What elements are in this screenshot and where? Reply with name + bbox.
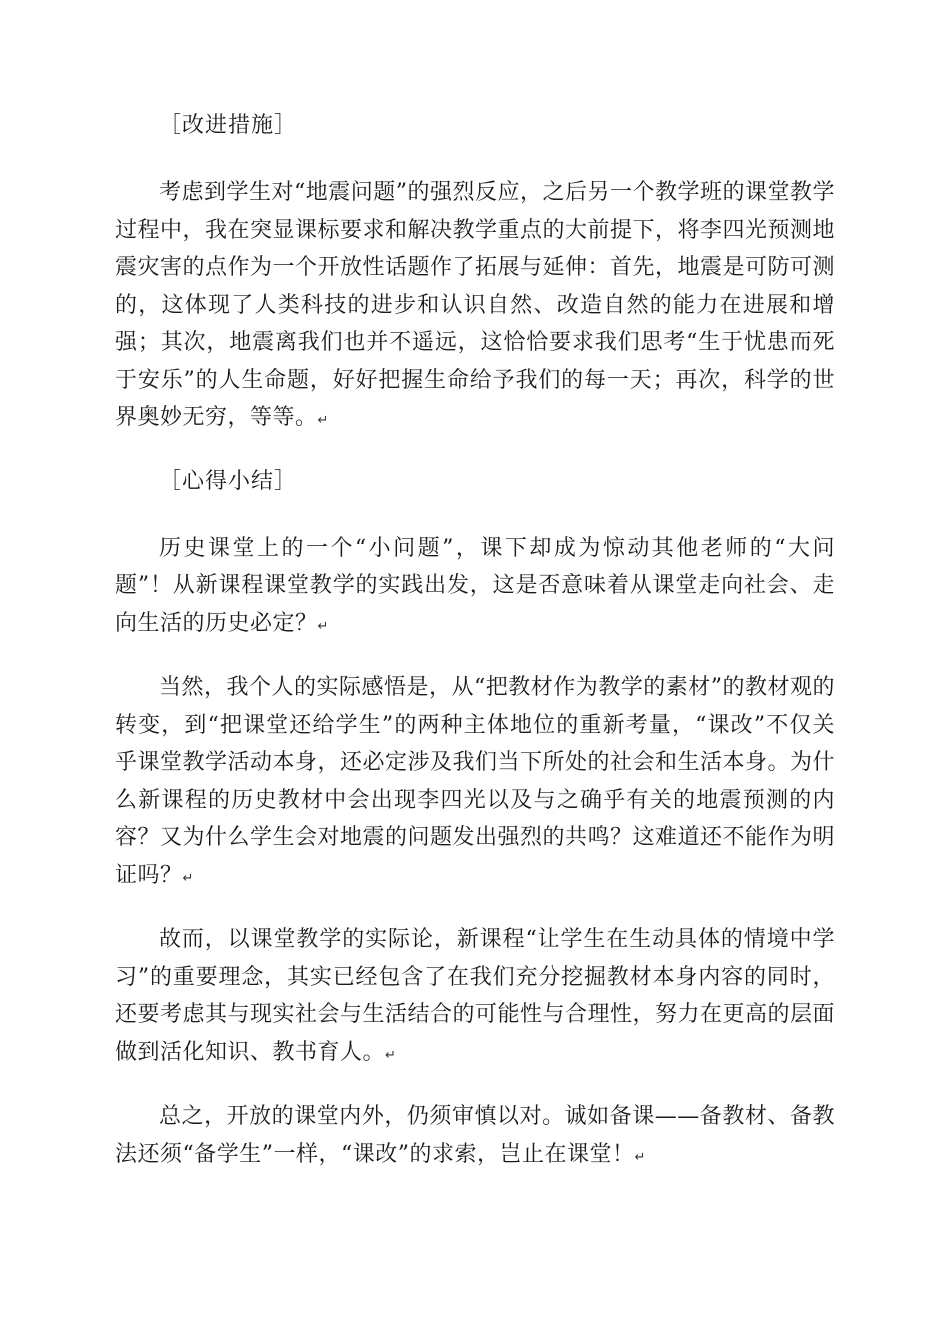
paragraph-text: 总之，开放的课堂内外，仍须审慎以对。诚如备课——备教材、备教法还须“备学生”一样，“课改”的求索，岂止在课堂！ <box>115 1104 835 1167</box>
paragraph <box>115 669 835 897</box>
paragraph <box>115 1098 835 1176</box>
paragraph <box>115 921 835 1074</box>
paragraph-mark-icon: ↵ <box>385 1047 396 1063</box>
paragraph-text: 故而，以课堂教学的实际论，新课程“让学生在生动具体的情境中学习”的重要理念，其实已经包含了在我们充分挖掘教材本身内容的同时，还要考虑其与现实社会与生活结合的可能性与合理性，努力在更高的层面做到活化知识、教书育人。 <box>115 927 836 1065</box>
paragraph-text: 考虑到学生对“地震问题”的强烈反应，之后另一个教学班的课堂教学过程中，我在突显课标要求和解决教学重点的大前提下，将李四光预测地震灾害的点作为一个开放性话题作了拓展与延伸：首先，地震是可防可测的，这体现了人类科技的进步和认识自然、改造自然的能力在进展和增强；其次，地震离我们也并不遥远，这恰恰要求我们思考“生于忧患而死于安乐”的人生命题，好好把握生命给予我们的每一天；再次，科学的世界奥妙无穷，等等。 <box>115 180 836 430</box>
paragraph-text: 历史课堂上的一个“小问题”，课下却成为惊动其他老师的“大问题”！从新课程课堂教学的实践出发，这是否意味着从课堂走向社会、走向生活的历史必定？ <box>115 535 835 636</box>
paragraph <box>115 530 835 646</box>
paragraph-mark-icon: ↵ <box>634 1149 646 1165</box>
section-heading: ［改进措施］ <box>159 113 298 138</box>
section-summary <box>115 464 835 1177</box>
paragraph-mark-icon: ↵ <box>182 870 194 886</box>
document-page <box>115 108 835 1200</box>
section-improvement <box>115 108 835 440</box>
paragraph-text: 当然，我个人的实际感悟是，从“把教材作为教学的素材”的教材观的转变，到“把课堂还给学生”的两种主体地位的重新考量，“课改”不仅关乎课堂教学活动本身，还必定涉及我们当下所处的社会和生活本身。为什么新课程的历史教材中会出现李四光以及与之确乎有关的地震预测的内容？又为什么学生会对地震的问题发出强烈的共鸣？这难道还不能作为明证吗？ <box>115 675 836 888</box>
paragraph-mark-icon: ↵ <box>317 618 329 634</box>
paragraph-mark-icon: ↵ <box>317 413 329 428</box>
paragraph <box>115 174 835 440</box>
section-heading: ［心得小结］ <box>159 468 298 494</box>
